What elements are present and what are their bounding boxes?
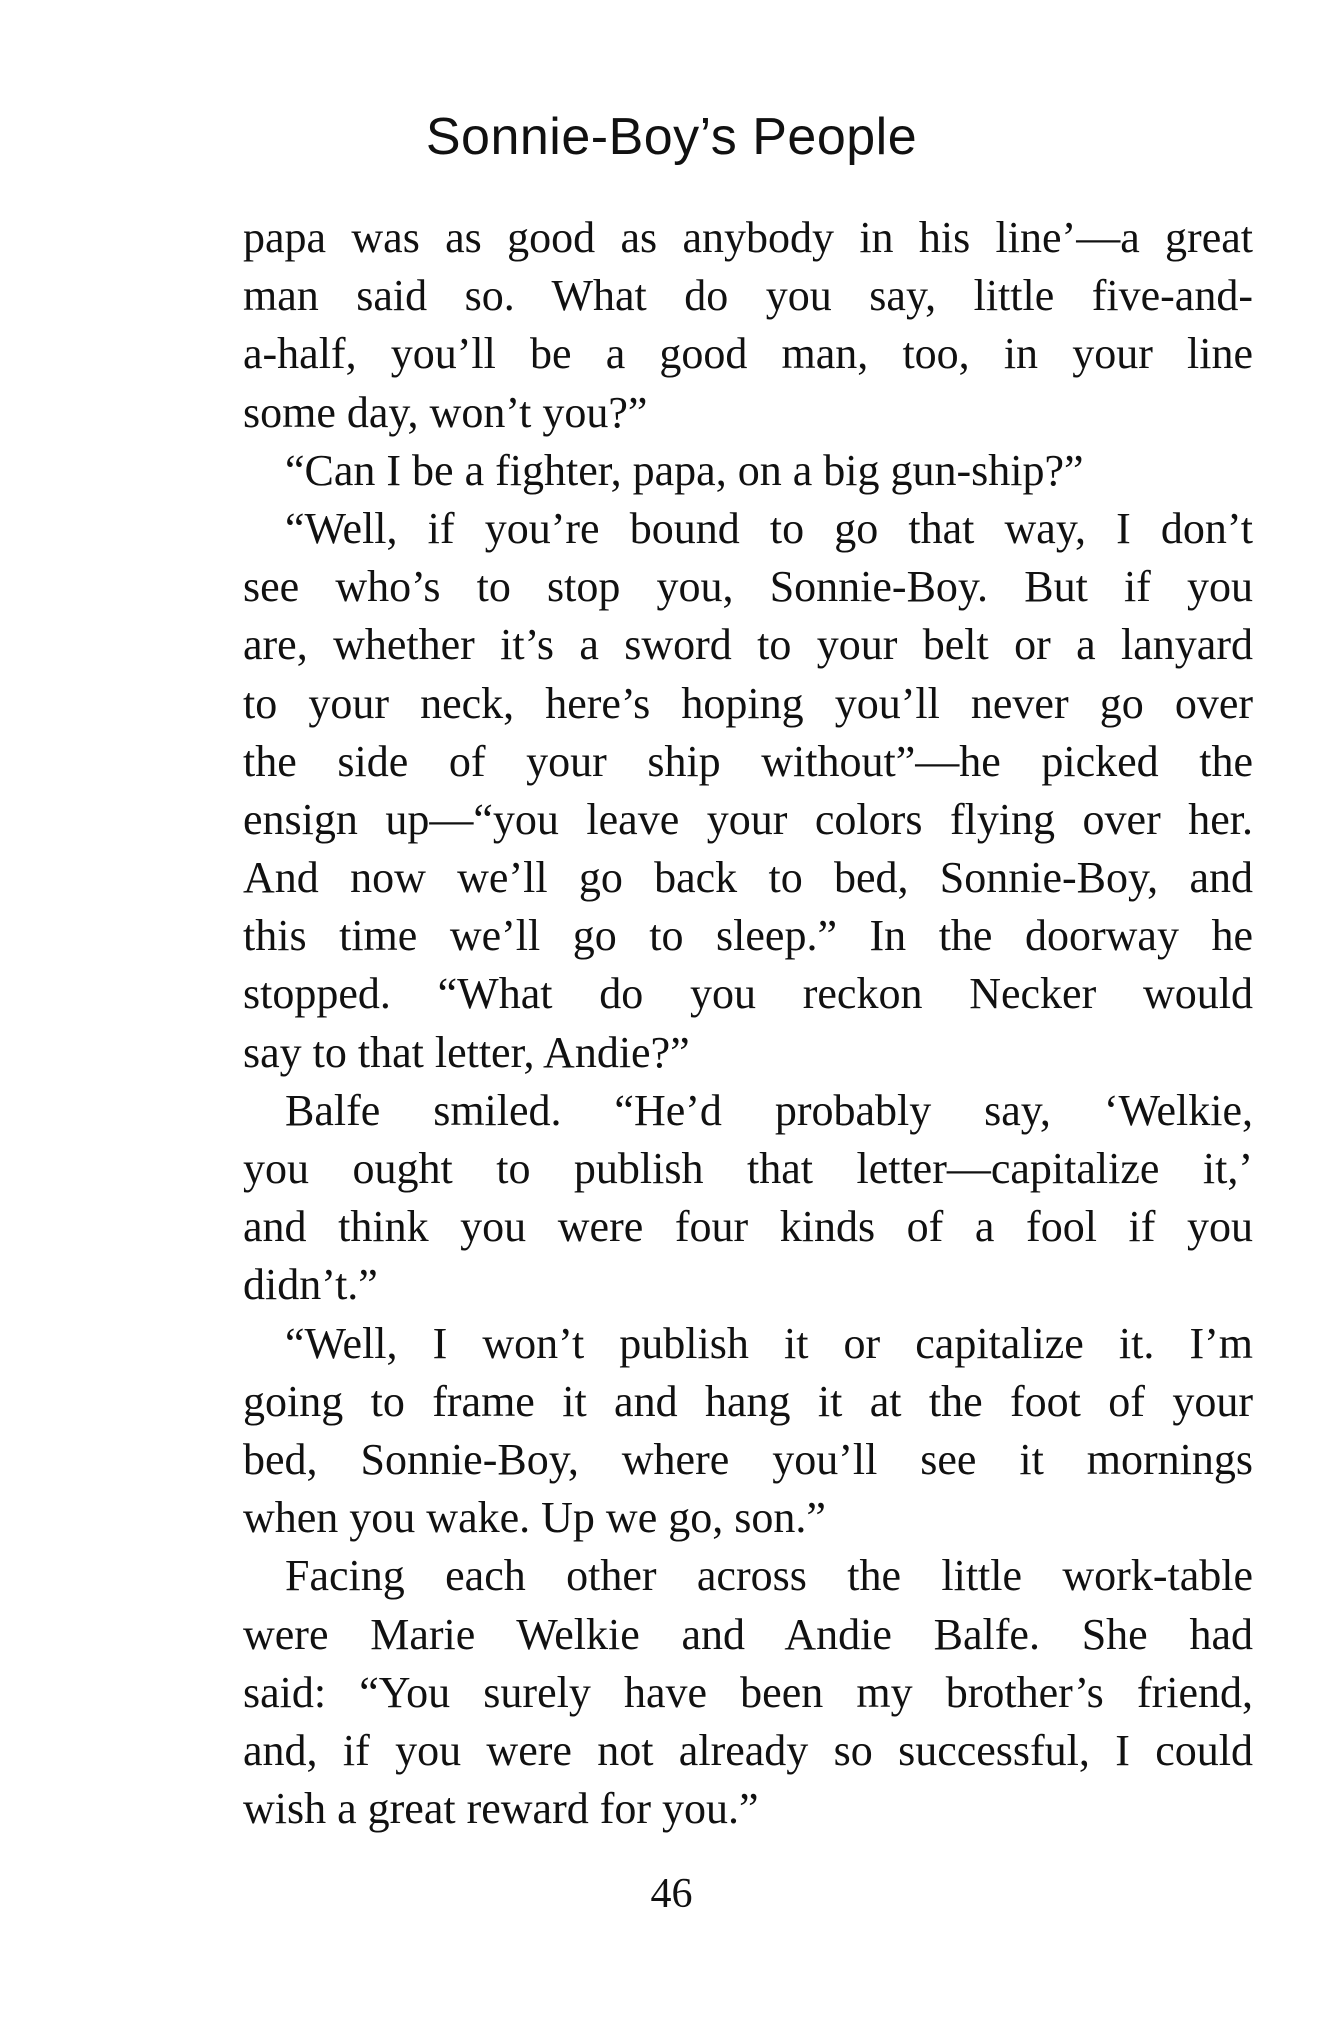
text-line: stopped. “What do you reckon Necker would bbox=[243, 969, 1253, 1019]
text-line: Balfe smiled. “He’d probably say, ‘Welkie, bbox=[285, 1085, 1253, 1135]
text-line: to your neck, here’s hoping you’ll never go over bbox=[243, 678, 1253, 728]
text-line: going to frame it and hang it at the foot of your bbox=[243, 1376, 1253, 1426]
text-line: were Marie Welkie and Andie Balfe. She had bbox=[243, 1609, 1253, 1659]
text-line: “Well, if you’re bound to go that way, I don’t bbox=[285, 503, 1253, 553]
text-line: the side of your ship without”—he picked the bbox=[243, 736, 1253, 786]
text-line: didn’t.” bbox=[243, 1260, 378, 1310]
text-line: wish a great reward for you.” bbox=[243, 1784, 759, 1834]
text-line: say to that letter, Andie?” bbox=[243, 1027, 690, 1077]
text-line: “Well, I won’t publish it or capitalize it. I’m bbox=[285, 1318, 1253, 1368]
text-line: when you wake. Up we go, son.” bbox=[243, 1493, 826, 1543]
text-line: a-half, you’ll be a good man, too, in your line bbox=[243, 329, 1253, 379]
running-head: Sonnie-Boy’s People bbox=[425, 108, 918, 166]
text-line: “Can I be a fighter, papa, on a big gun-ship?” bbox=[285, 445, 1084, 495]
text-line: Facing each other across the little work-table bbox=[285, 1551, 1253, 1601]
text-line: are, whether it’s a sword to your belt or a lanyard bbox=[243, 620, 1253, 670]
text-line: you ought to publish that letter—capitalize it,’ bbox=[243, 1144, 1253, 1193]
text-line: man said so. What do you say, little five-and- bbox=[243, 271, 1253, 321]
page-number: 46 bbox=[650, 1871, 693, 1917]
text-line: and, if you were not already so successful, I could bbox=[243, 1725, 1253, 1775]
text-line: bed, Sonnie-Boy, where you’ll see it mornings bbox=[243, 1434, 1253, 1484]
text-line: some day, won’t you?” bbox=[243, 387, 648, 437]
text-line: said: “You surely have been my brother’s friend, bbox=[243, 1667, 1253, 1717]
text-line: this time we’ll go to sleep.” In the doorway he bbox=[243, 911, 1253, 961]
text-line: and think you were four kinds of a fool if you bbox=[243, 1202, 1253, 1252]
text-line: see who’s to stop you, Sonnie-Boy. But if you bbox=[243, 562, 1253, 612]
text-line: ensign up—“you leave your colors flying over her. bbox=[243, 794, 1253, 844]
body-text bbox=[243, 209, 1253, 1838]
text-line: And now we’ll go back to bed, Sonnie-Boy, and bbox=[243, 853, 1253, 903]
text-line: papa was as good as anybody in his line’—a great bbox=[243, 213, 1253, 262]
